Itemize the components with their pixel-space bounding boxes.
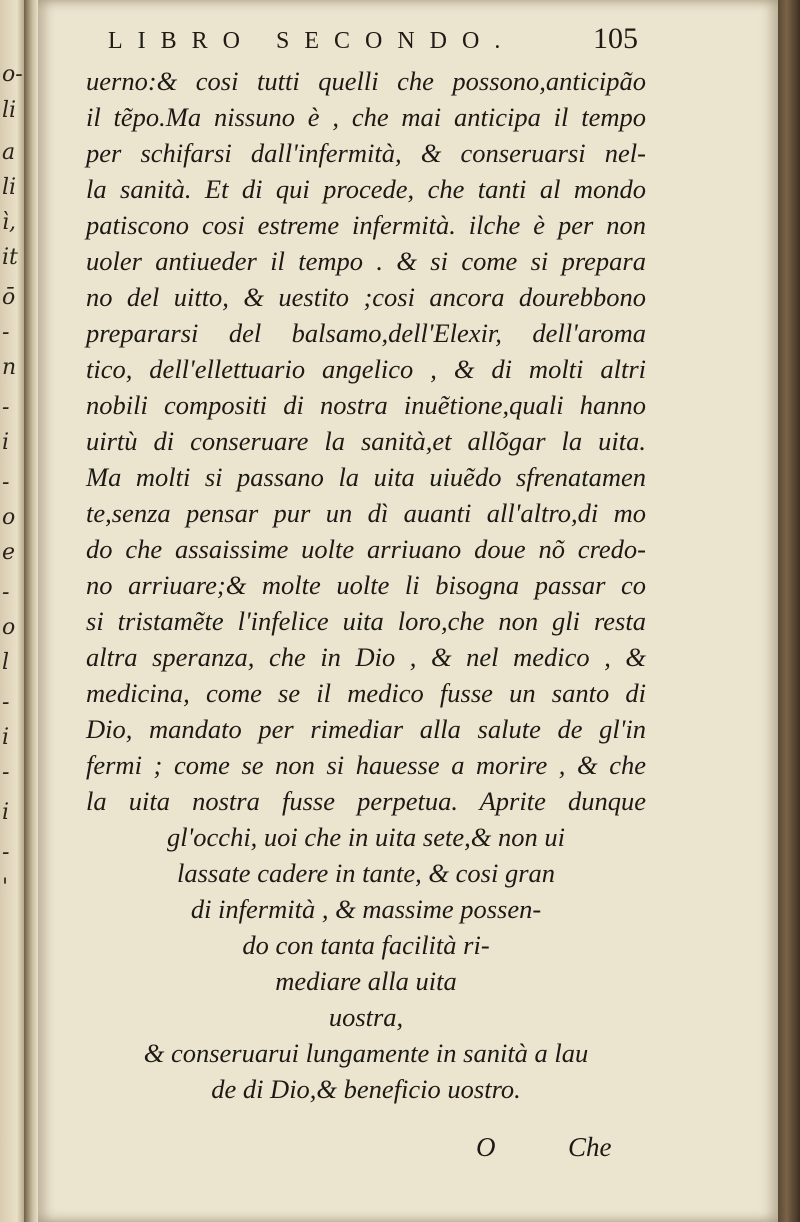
text-line: lassate cadere in tante, & cosi gran — [176, 858, 556, 888]
text-line: patiscono cosi estreme infermità. ilche è per non — [86, 210, 646, 240]
previous-page-fragment: a — [2, 140, 16, 165]
previous-page-fragment: i — [2, 725, 10, 750]
previous-page-fragment: it — [2, 245, 18, 270]
previous-page-fragment: - — [2, 840, 10, 865]
text-line: de di Dio,& beneficio uostro. — [211, 1074, 521, 1104]
text-line: di infermità , & massime possen- — [190, 894, 542, 924]
book-gutter — [24, 0, 38, 1222]
text-line: gl'occhi, uoi che in uita sete,& non ui — [167, 822, 565, 852]
book-page — [38, 0, 778, 1222]
text-line: uirtù di conseruare la sanità,et allõgar la uita. — [86, 426, 646, 456]
text-line: la uita nostra fusse perpetua. Aprite dunque — [86, 786, 646, 816]
text-line: & conseruarui lungamente in sanità a lau — [143, 1038, 589, 1068]
previous-page-fragment: n — [2, 355, 17, 380]
text-line: la sanità. Et di qui procede, che tanti al mondo — [86, 174, 646, 204]
page-header — [108, 22, 638, 58]
previous-page-fragment: e — [2, 540, 16, 565]
running-title: LIBRO SECONDO. — [108, 28, 516, 54]
previous-page-fragment: l — [2, 650, 10, 675]
text-line: si tristamẽte l'infelice uita loro,che non gli resta — [86, 606, 646, 636]
text-line: uerno:& cosi tutti quelli che possono,anticipão — [86, 66, 646, 96]
catchword: Che — [568, 1132, 612, 1162]
text-line: do con tanta facilità ri- — [242, 930, 490, 960]
previous-page-fragment: i — [2, 800, 10, 825]
previous-page-fragment: ' — [2, 875, 9, 900]
text-line: prepararsi del balsamo,dell'Elexir, dell'aroma — [86, 318, 646, 348]
previous-page-fragment: ì, — [2, 210, 17, 235]
previous-page-fragment: li — [2, 98, 17, 123]
text-line: uoler antiueder il tempo . & si come si prepara — [86, 246, 646, 276]
text-line: no del uitto, & uestito ;cosi ancora dourebbono — [86, 282, 646, 312]
text-line: per schifarsi dall'infermità, & conseruarsi nel- — [86, 138, 646, 168]
previous-page-fragment: o- — [2, 62, 23, 87]
book-cover-edge — [778, 0, 800, 1222]
text-line: fermi ; come se non si hauesse a morire , & che — [86, 750, 646, 780]
previous-page-fragment: - — [2, 320, 10, 345]
text-line: altra speranza, che in Dio , & nel medico , & — [86, 642, 646, 672]
text-line: nobili compositi di nostra inuẽtione,quali hanno — [86, 390, 646, 420]
previous-page-fragment: o — [2, 615, 16, 640]
previous-page-fragment: - — [2, 395, 10, 420]
text-line: no arriuare;& molte uolte li bisogna passar co — [86, 570, 646, 600]
previous-page-edge — [0, 0, 24, 1222]
catchline — [86, 1132, 646, 1170]
signature-mark: O — [476, 1132, 496, 1162]
text-line: mediare alla uita — [275, 966, 457, 996]
text-line: do che assaissime uolte arriuano doue nõ credo- — [86, 534, 646, 564]
previous-page-fragment: - — [2, 760, 10, 785]
previous-page-fragment: ō — [2, 285, 16, 310]
text-line: tico, dell'ellettuario angelico , & di molti altri — [86, 354, 646, 384]
text-line: te,senza pensar pur un dì auanti all'altro,di mo — [86, 498, 646, 528]
body-text — [86, 63, 646, 1107]
previous-page-fragment: - — [2, 470, 10, 495]
previous-page-fragment: - — [2, 580, 10, 605]
text-line: il tẽpo.Ma nissuno è , che mai anticipa il tempo — [86, 102, 646, 132]
previous-page-fragment: o — [2, 505, 16, 530]
previous-page-fragment: i — [2, 430, 10, 455]
text-line: uostra, — [328, 1002, 404, 1032]
previous-page-fragment: li — [2, 175, 17, 200]
text-line: Ma molti si passano la uita uiuẽdo sfrenatamen — [86, 462, 646, 492]
page-number: 105 — [593, 22, 638, 55]
text-line: Dio, mandato per rimediar alla salute de gl'in — [86, 714, 646, 744]
previous-page-fragment: - — [2, 690, 10, 715]
text-line: medicina, come se il medico fusse un santo di — [86, 678, 646, 708]
